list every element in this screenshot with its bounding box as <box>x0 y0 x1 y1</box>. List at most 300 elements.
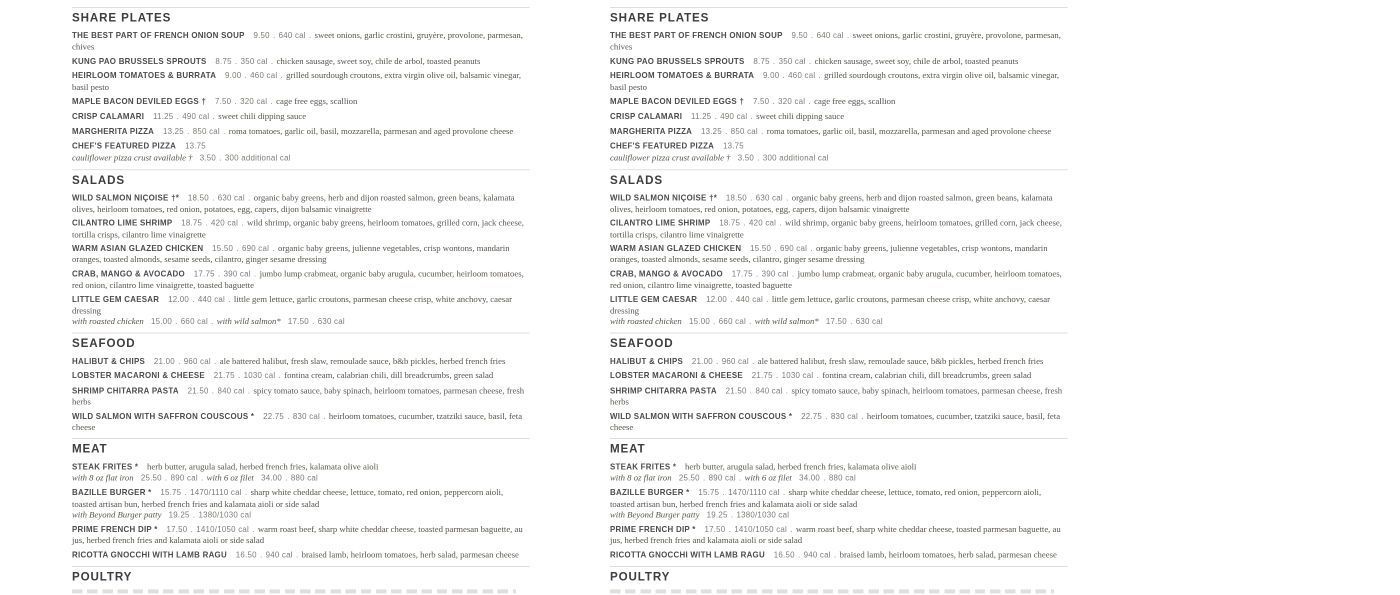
dish-calories: 840 cal <box>755 387 783 396</box>
separator-dot: . <box>816 372 820 381</box>
dish-description: jumbo lump crabmeat, organic baby arugula, cucumber, heirloom tomatoes, red onion, cilantro lime vinaigrette, toasted baguette <box>72 269 524 291</box>
dish-description: roma tomatoes, garlic oil, basil, mozzarella, parmesan and aged provolone cheese <box>228 126 514 137</box>
separator-dot: . <box>211 387 215 396</box>
dish-price: 22.75 <box>801 412 823 422</box>
separator-dot: . <box>703 473 706 483</box>
dish-calories: 320 cal <box>778 97 806 107</box>
dish-description: cage free eggs, scallion <box>814 96 896 107</box>
separator-dot: . <box>791 270 795 280</box>
item-variant-calories: 890 cal <box>708 473 736 483</box>
item-variant-label: cauliflower pizza crust available † <box>72 153 193 163</box>
dish-description: sharp white cheddar cheese, lettuce, tomato, red onion, peppercorn aioli, toasted artisan bun, herbed french fries and kalamata aioli or side salad <box>610 488 1042 509</box>
separator-dot: . <box>270 97 273 107</box>
dish-description: heirloom tomatoes, cucumber, tzatziki sauce, basil, feta cheese <box>610 411 1061 433</box>
dish-description: sweet onions, garlic crostini, gruyère, provolone, parmesan, chives <box>610 31 1061 52</box>
dish-description: fontina cream, calabrian chili, dill breadcrumbs, green salad <box>284 371 494 381</box>
separator-dot: . <box>252 525 255 535</box>
dish-description: braised lamb, heirloom tomatoes, herb salad, parmesan cheese <box>839 550 1057 560</box>
separator-dot: . <box>244 488 248 498</box>
dish-description: chicken sausage, sweet soy, chile de arbol, toasted peanuts <box>814 56 1019 67</box>
dish-description: grilled sourdough croutons, extra virgin olive oil, balsamic vinegar, basil pesto <box>72 71 522 93</box>
separator-dot: . <box>774 244 777 254</box>
item-variants <box>610 472 1068 483</box>
section-title: POULTRY <box>610 570 671 584</box>
dish-name: WILD SALMON NIÇOISE †* <box>72 193 180 203</box>
dish-description: roma tomatoes, garlic oil, basil, mozzarella, parmesan and aged provolone cheese <box>766 126 1052 137</box>
dish-price: 12.00 <box>706 295 728 305</box>
dish-price: 9.00 <box>225 72 242 81</box>
separator-dot: . <box>850 317 853 327</box>
separator-dot: . <box>272 31 276 41</box>
dish-price: 18.50 <box>187 193 209 203</box>
menu-item <box>610 56 1068 67</box>
separator-dot: . <box>810 244 813 254</box>
item-variant-price: 34.00 <box>799 473 821 483</box>
menu-item <box>610 30 1068 52</box>
menu-section <box>72 7 530 169</box>
dish-calories: 1030 cal <box>243 372 276 381</box>
dish-price: 13.75 <box>722 142 744 152</box>
menu-item <box>610 269 1068 291</box>
menu-item <box>72 371 530 382</box>
separator-dot: . <box>772 97 775 107</box>
menu-item <box>72 356 530 367</box>
section-title: POULTRY <box>72 570 133 584</box>
separator-dot: . <box>755 270 759 280</box>
dish-name: BAZILLE BURGER * <box>610 488 690 498</box>
separator-dot: . <box>775 372 779 381</box>
dish-calories: 420 cal <box>211 219 239 229</box>
separator-dot: . <box>323 412 326 422</box>
dish-name: CHEF'S FEATURED PIZZA <box>72 142 177 152</box>
menu-column-right <box>610 7 1068 595</box>
item-variant-label: with roasted chicken <box>72 316 144 327</box>
dish-name: CRISP CALAMARI <box>72 112 145 122</box>
separator-dot: . <box>287 412 290 422</box>
dish-description: wild shrimp, organic baby greens, heirloom tomatoes, grilled corn, jack cheese, tortilla crisps, cilantro lime vinaigrette <box>72 218 524 240</box>
dish-price: 22.75 <box>263 412 285 422</box>
dish-description: little gem lettuce, garlic croutons, parmesan cheese crisp, white anchovy, caesar dressing <box>610 294 1051 316</box>
separator-dot: . <box>810 31 814 41</box>
dish-calories: 640 cal <box>816 31 844 41</box>
dish-description: ale battered halibut, fresh slaw, remoulade sauce, b&b pickles, herbed french fries <box>757 356 1044 366</box>
dish-name: KUNG PAO BRUSSELS SPROUTS <box>72 57 207 67</box>
menu-item <box>72 243 530 265</box>
menu-section <box>610 438 1068 566</box>
separator-dot: . <box>785 387 789 396</box>
separator-dot: . <box>192 295 195 305</box>
separator-dot: . <box>725 127 728 137</box>
menu-item <box>72 126 530 137</box>
separator-dot: . <box>295 551 299 560</box>
separator-dot: . <box>312 317 315 327</box>
menu-item <box>610 461 1068 484</box>
separator-dot: . <box>749 387 753 396</box>
separator-dot: . <box>205 219 208 229</box>
separator-dot: . <box>247 387 251 396</box>
dish-description: braised lamb, heirloom tomatoes, herb salad, parmesan cheese <box>301 550 519 560</box>
separator-dot: . <box>244 72 247 81</box>
dish-price: 11.25 <box>153 112 174 122</box>
item-variant-calories: 1380/1030 cal <box>736 510 790 520</box>
menu-section <box>610 7 1068 169</box>
dish-calories: 390 cal <box>223 270 251 280</box>
dish-name: KUNG PAO BRUSSELS SPROUTS <box>610 57 745 67</box>
item-variant-price: 17.50 <box>825 317 847 327</box>
dish-name: THE BEST PART OF FRENCH ONION SOUP <box>610 31 783 41</box>
menu-item <box>610 549 1068 560</box>
item-variant-label: with wild salmon* <box>754 316 819 327</box>
menu-item <box>610 192 1068 214</box>
dish-price: 13.25 <box>162 127 184 137</box>
item-variant-calories: 660 cal <box>180 317 208 327</box>
dish-name: MARGHERITA PIZZA <box>610 127 693 137</box>
dish-name: SHRIMP CHITARRA PASTA <box>72 387 179 396</box>
dish-price: 21.75 <box>213 372 235 381</box>
dish-calories: 420 cal <box>749 219 777 229</box>
separator-dot: . <box>861 412 864 422</box>
dish-name: CRAB, MANGO & AVOCADO <box>72 270 185 280</box>
separator-dot: . <box>212 112 216 122</box>
dish-description: wild shrimp, organic baby greens, heirloom tomatoes, grilled corn, jack cheese, tortilla crisps, cilantro lime vinaigrette <box>610 218 1062 240</box>
menu-item <box>610 385 1068 407</box>
dish-name: PRIME FRENCH DIP * <box>610 525 696 535</box>
dish-name: HEIRLOOM TOMATOES & BURRATA <box>72 72 217 81</box>
menu-item <box>72 487 530 520</box>
dish-description: jumbo lump crabmeat, organic baby arugula, cucumber, heirloom tomatoes, red onion, cilantro lime vinaigrette, toasted baguette <box>610 269 1062 291</box>
dish-name: RICOTTA GNOCCHI WITH LAMB RAGU <box>72 551 227 560</box>
separator-dot: . <box>808 97 811 107</box>
dish-price: 17.50 <box>166 525 188 535</box>
dish-price: 7.50 <box>214 97 232 107</box>
menu-item <box>72 294 530 327</box>
dish-description: organic baby greens, julienne vegetables, crisp wontons, mandarin oranges, toasted almonds, sesame seeds, cilantro, ginger sesame dressing <box>72 244 510 265</box>
menu-item <box>610 487 1068 520</box>
dish-calories: 690 cal <box>779 244 808 254</box>
section-title: SHARE PLATES <box>610 11 710 25</box>
separator-dot: . <box>743 219 746 229</box>
separator-dot: . <box>797 551 801 560</box>
separator-dot: . <box>808 57 812 67</box>
separator-dot: . <box>178 357 181 366</box>
item-variant-label: with wild salmon* <box>216 316 281 327</box>
dish-name: RICOTTA GNOCCHI WITH LAMB RAGU <box>610 551 765 560</box>
dish-description: fontina cream, calabrian chili, dill breadcrumbs, green salad <box>822 371 1032 381</box>
menu-item <box>610 371 1068 382</box>
separator-dot: . <box>253 270 257 280</box>
menu-item <box>610 411 1068 433</box>
separator-dot: . <box>730 295 733 305</box>
dish-name: HALIBUT & CHIPS <box>72 357 146 366</box>
dish-price: 13.75 <box>184 142 206 152</box>
separator-dot: . <box>270 57 274 67</box>
separator-dot: . <box>761 127 764 137</box>
section-title: SHARE PLATES <box>72 11 172 25</box>
item-variant-calories: 300 additional cal <box>224 154 291 163</box>
separator-dot: . <box>236 244 239 254</box>
item-variant-calories: 630 cal <box>855 317 883 327</box>
item-variant-calories: 660 cal <box>718 317 746 327</box>
separator-dot: . <box>786 193 789 203</box>
menu-item <box>72 111 530 122</box>
menu-item <box>72 96 530 107</box>
separator-dot: . <box>713 317 716 327</box>
dish-price: 16.50 <box>235 551 257 560</box>
separator-dot: . <box>223 127 226 137</box>
item-variant-calories: 630 cal <box>317 317 345 327</box>
section-title: SALADS <box>72 173 125 187</box>
dish-calories: 940 cal <box>265 551 293 560</box>
dish-description: sweet chili dipping sauce <box>756 111 845 122</box>
menu-item <box>72 30 530 52</box>
separator-dot: . <box>818 72 821 81</box>
dish-price: 8.75 <box>215 57 232 67</box>
menu-section <box>72 169 530 332</box>
dish-calories: 460 cal <box>250 72 278 81</box>
dish-description: warm roast beef, sharp white cheddar cheese, toasted parmesan baguette, au jus, herbed french fries and kalamata aioli or side salad <box>610 524 1061 546</box>
item-variant-price: 17.50 <box>287 317 309 327</box>
dish-description: warm roast beef, sharp white cheddar cheese, toasted parmesan baguette, au jus, herbed french fries and kalamata aioli or side salad <box>72 524 523 546</box>
item-variant-price: 19.25 <box>706 510 728 520</box>
dish-description: herb butter, arugula salad, herbed french fries, kalamata olive aioli <box>685 461 917 472</box>
separator-dot: . <box>779 219 782 229</box>
separator-dot: . <box>752 357 755 366</box>
item-variants <box>72 472 530 483</box>
dish-name: THE BEST PART OF FRENCH ONION SOUP <box>72 31 245 41</box>
menu-item <box>72 461 530 484</box>
menu-item <box>72 71 530 93</box>
separator-dot: . <box>750 112 754 122</box>
separator-dot: . <box>237 372 241 381</box>
dish-price: 7.50 <box>752 97 770 107</box>
dish-price: 11.25 <box>691 112 712 122</box>
separator-dot: . <box>285 473 288 483</box>
dish-name: HEIRLOOM TOMATOES & BURRATA <box>610 72 755 81</box>
dish-calories: 490 cal <box>182 112 210 122</box>
dish-price: 21.50 <box>187 387 209 396</box>
menu-item <box>72 549 530 560</box>
item-variants <box>72 509 530 520</box>
dish-calories: 1410/1050 cal <box>734 525 788 535</box>
section-title: SEAFOOD <box>72 337 136 350</box>
dish-price: 21.00 <box>153 357 175 366</box>
dish-price: 17.50 <box>704 525 726 535</box>
dish-price: 9.50 <box>791 31 808 41</box>
separator-dot: . <box>212 193 215 203</box>
menu-item <box>72 153 530 164</box>
section-title: MEAT <box>610 442 646 456</box>
menu-column-left <box>72 7 530 595</box>
separator-dot: . <box>772 57 776 67</box>
dish-price: 9.00 <box>763 72 780 81</box>
separator-dot: . <box>790 525 793 535</box>
item-variant-calories: 300 additional cal <box>762 154 829 163</box>
menu-item <box>610 356 1068 367</box>
dish-description: ale battered halibut, fresh slaw, remoulade sauce, b&b pickles, herbed french fries <box>219 356 506 366</box>
dish-name: MARGHERITA PIZZA <box>72 127 155 137</box>
dish-calories: 640 cal <box>278 31 306 41</box>
separator-dot: . <box>280 72 283 81</box>
section-title: SALADS <box>610 173 663 187</box>
separator-dot: . <box>823 473 826 483</box>
dish-name: WILD SALMON NIÇOISE †* <box>610 193 718 203</box>
menu-item <box>72 192 530 214</box>
menu-item <box>72 218 530 240</box>
dish-price: 15.75 <box>698 488 720 498</box>
dish-description: chicken sausage, sweet soy, chile de arbol, toasted peanuts <box>276 56 481 67</box>
dish-name: LITTLE GEM CAESAR <box>610 295 698 305</box>
dish-calories: 850 cal <box>730 127 758 137</box>
menu-item <box>72 385 530 407</box>
dish-calories: 1470/1110 cal <box>728 488 780 498</box>
item-variant-calories: 890 cal <box>170 473 198 483</box>
separator-dot: . <box>825 412 828 422</box>
dish-calories: 630 cal <box>217 193 245 203</box>
dish-calories: 840 cal <box>217 387 245 396</box>
dish-calories: 350 cal <box>778 57 806 67</box>
menu-section <box>610 332 1068 438</box>
dish-calories: 630 cal <box>755 193 783 203</box>
dish-name: CRAB, MANGO & AVOCADO <box>610 270 723 280</box>
separator-dot: . <box>728 525 732 535</box>
dish-description: spicy tomato sauce, baby spinach, heirloom tomatoes, parmesan cheese, fresh herbs <box>610 386 1063 408</box>
dish-name: LOBSTER MACARONI & CHEESE <box>610 372 743 381</box>
dish-description: organic baby greens, herb and dijon roasted salmon, green beans, kalamata olives, heirloom tomatoes, red onion, potatoes, egg, capers, dijon balsamic vinaigrette <box>72 193 515 215</box>
menu-item <box>72 524 530 546</box>
dish-price: 15.75 <box>160 488 182 498</box>
dish-calories: 490 cal <box>720 112 748 122</box>
dish-price: 15.50 <box>750 244 772 254</box>
dish-calories: 960 cal <box>721 357 749 366</box>
cut-off-text-line <box>610 589 1054 593</box>
separator-dot: . <box>757 154 760 163</box>
separator-dot: . <box>214 357 217 366</box>
dish-price: 17.75 <box>193 270 215 280</box>
separator-dot: . <box>722 488 725 498</box>
dish-name: STEAK FRITES * <box>72 462 139 472</box>
dish-price: 21.50 <box>725 387 747 396</box>
dish-name: CHEF'S FEATURED PIZZA <box>610 142 715 152</box>
separator-dot: . <box>184 488 187 498</box>
dish-calories: 850 cal <box>192 127 220 137</box>
item-variant-calories: 1380/1030 cal <box>198 510 252 520</box>
dish-description: grilled sourdough croutons, extra virgin olive oil, balsamic vinegar, basil pesto <box>610 71 1060 93</box>
dish-calories: 390 cal <box>761 270 789 280</box>
dish-name: BAZILLE BURGER * <box>72 488 152 498</box>
section-title: MEAT <box>72 442 108 456</box>
dish-price: 21.75 <box>751 372 773 381</box>
item-variant-label: with 6 oz filet <box>206 473 254 483</box>
separator-dot: . <box>750 193 753 203</box>
separator-dot: . <box>749 317 752 327</box>
dish-price: 18.75 <box>181 219 203 229</box>
menu-item <box>610 524 1068 546</box>
separator-dot: . <box>228 295 231 305</box>
dish-price: 9.50 <box>253 31 270 41</box>
dish-calories: 1410/1050 cal <box>196 525 250 535</box>
dish-name: LITTLE GEM CAESAR <box>72 295 160 305</box>
item-variant-label: with 6 oz filet <box>744 473 792 483</box>
menu-item <box>610 294 1068 327</box>
separator-dot: . <box>782 488 786 498</box>
dish-name: WARM ASIAN GLAZED CHICKEN <box>72 244 204 254</box>
dish-price: 12.00 <box>168 295 190 305</box>
separator-dot: . <box>259 551 263 560</box>
dish-calories: 440 cal <box>197 295 226 305</box>
item-variant-label: with 8 oz flat iron <box>610 473 672 483</box>
separator-dot: . <box>241 219 244 229</box>
menu-item <box>610 153 1068 164</box>
dish-description: sweet chili dipping sauce <box>218 111 307 122</box>
dish-calories: 440 cal <box>735 295 764 305</box>
dish-calories: 350 cal <box>240 57 268 67</box>
dish-description: spicy tomato sauce, baby spinach, heirloom tomatoes, parmesan cheese, fresh herbs <box>72 386 525 408</box>
item-variant-label: cauliflower pizza crust available † <box>610 153 731 163</box>
dish-name: MAPLE BACON DEVILED EGGS † <box>610 97 745 107</box>
dish-calories: 690 cal <box>241 244 270 254</box>
menu-item <box>610 141 1068 152</box>
separator-dot: . <box>234 57 238 67</box>
cut-off-text-line <box>72 589 516 593</box>
dish-calories: 320 cal <box>240 97 268 107</box>
dish-calories: 1470/1110 cal <box>190 488 242 498</box>
item-variants <box>610 153 1068 164</box>
dish-name: MAPLE BACON DEVILED EGGS † <box>72 97 207 107</box>
item-variants <box>610 509 1068 520</box>
menu-item <box>72 141 530 152</box>
separator-dot: . <box>175 317 178 327</box>
dish-calories: 830 cal <box>830 412 859 422</box>
menu-item <box>610 243 1068 265</box>
item-variants <box>72 153 530 164</box>
item-variant-label: with 8 oz flat iron <box>72 473 134 483</box>
menu-section <box>72 566 530 595</box>
dish-price: 15.50 <box>212 244 234 254</box>
dish-description: herb butter, arugula salad, herbed french fries, kalamata olive aioli <box>147 461 379 472</box>
separator-dot: . <box>217 270 221 280</box>
separator-dot: . <box>176 112 180 122</box>
item-variant-label: with Beyond Burger patty <box>72 509 162 520</box>
dish-name: SHRIMP CHITARRA PASTA <box>610 387 717 396</box>
item-variant-calories: 880 cal <box>290 473 319 483</box>
menu-item <box>72 56 530 67</box>
menu-item <box>610 96 1068 107</box>
separator-dot: . <box>248 193 251 203</box>
dish-description: organic baby greens, herb and dijon roasted salmon, green beans, kalamata olives, heirloom tomatoes, red onion, potatoes, egg, capers, dijon balsamic vinaigrette <box>610 193 1053 215</box>
menu-section <box>610 566 1068 595</box>
dish-description: heirloom tomatoes, cucumber, tzatziki sauce, basil, feta cheese <box>72 411 523 433</box>
separator-dot: . <box>766 295 769 305</box>
dish-name: WILD SALMON WITH SAFFRON COUSCOUS * <box>72 412 255 422</box>
dish-calories: 830 cal <box>292 412 321 422</box>
dish-name: WILD SALMON WITH SAFFRON COUSCOUS * <box>610 412 793 422</box>
item-variants <box>610 316 1068 327</box>
separator-dot: . <box>833 551 837 560</box>
separator-dot: . <box>272 244 275 254</box>
item-variants <box>72 316 530 327</box>
menu-section <box>72 332 530 438</box>
section-title: SEAFOOD <box>610 337 674 350</box>
dish-name: STEAK FRITES * <box>610 462 677 472</box>
separator-dot: . <box>211 317 214 327</box>
menu-item <box>610 218 1068 240</box>
menu-item <box>72 269 530 291</box>
item-variant-label: with Beyond Burger patty <box>610 509 700 520</box>
menu-item <box>610 126 1068 137</box>
item-variant-price: 25.50 <box>140 473 162 483</box>
dish-name: CILANTRO LIME SHRIMP <box>610 219 711 229</box>
dish-calories: 460 cal <box>788 72 816 81</box>
